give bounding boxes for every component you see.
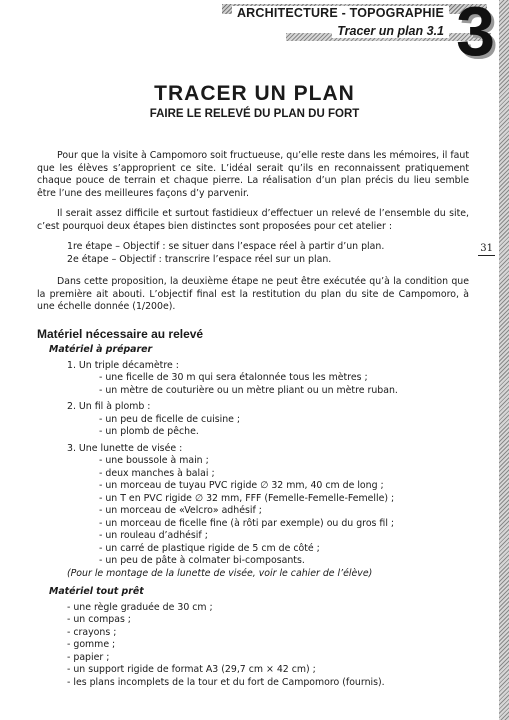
- materials-list: [37, 360, 469, 568]
- list-item: 3. Une lunette de visée :: [67, 442, 183, 454]
- list-subitem: - une ficelle de 30 m qui sera étalonnée tous les mètres ;: [99, 372, 368, 383]
- list-item: - un compas ;: [67, 614, 131, 625]
- list-subitem: - une boussole à main ;: [99, 455, 209, 466]
- list-item: 2. Un fil à plomb :: [67, 401, 151, 412]
- list-item: - une règle graduée de 30 cm ;: [67, 601, 213, 613]
- list-subitem: - deux manches à balai ;: [99, 467, 215, 479]
- list-subitem: - un carré de plastique rigide de 5 cm de côté ;: [99, 542, 320, 554]
- ready-materials-heading: Matériel tout prêt: [49, 586, 144, 597]
- materials-heading: Matériel nécessaire au relevé: [37, 326, 204, 341]
- list-item: - crayons ;: [67, 626, 117, 638]
- ready-materials-list: [37, 602, 469, 690]
- chapter-number: 3: [456, 0, 495, 70]
- list-subitem: - un rouleau d’adhésif ;: [99, 530, 208, 541]
- list-item: - gomme ;: [67, 639, 116, 650]
- list-item: - les plans incomplets de la tour et du fort de Campomoro (fournis).: [67, 676, 385, 688]
- assembly-note: (Pour le montage de la lunette de visée, voir le cahier de l’élève): [67, 567, 373, 579]
- page-title: TRACER UN PLAN: [154, 82, 355, 105]
- list-item: - un support rigide de format A3 (29,7 cm × 42 cm) ;: [67, 664, 316, 675]
- section-header-title: ARCHITECTURE - TOPOGRAPHIE: [232, 6, 449, 20]
- stages-intro-paragraph: Il serait assez difficile et surtout fastidieux d’effectuer un relevé de l’ensemble du site, c’est pourquoi deux étapes bien distinctes sont proposées pour cet atelier :: [37, 208, 469, 232]
- list-subitem: - un morceau de «Velcro» adhésif ;: [99, 505, 262, 516]
- list-subitem: - un morceau de tuyau PVC rigide ∅ 32 mm, 40 cm de long ;: [99, 480, 384, 491]
- list-subitem: - un peu de ficelle de cuisine ;: [99, 413, 241, 425]
- list-item: 1. Un triple décamètre :: [67, 359, 179, 371]
- section-header-subtitle: Tracer un plan 3.1: [332, 24, 449, 38]
- list-subitem: - un plomb de pêche.: [99, 426, 199, 437]
- stage-2: 2e étape – Objectif : transcrire l’espace réel sur un plan.: [67, 253, 332, 265]
- page-subtitle: FAIRE LE RELEVÉ DU PLAN DU FORT: [149, 108, 360, 120]
- objective-paragraph: Dans cette proposition, la deuxième étape ne peut être exécutée qu’à la condition que la première ait abouti. L’objectif final est la restitution du plan du site de Campomoro, à une échelle donnée (1/200e).: [37, 276, 469, 312]
- list-subitem: - un peu de pâte à colmater bi-composants.: [99, 555, 305, 566]
- intro-paragraph: Pour que la visite à Campomoro soit fructueuse, qu’elle reste dans les mémoires, il faut que les élèves s’approprient ce site. L’idéal serait qu’ils en reconnaissent pratiquement chaque pouce de terrain et chaque pierre. La réalisation d’un plan précis du lieu semble être l’une des meilleures façons d’y parvenir.: [37, 150, 469, 199]
- list-subitem: - un morceau de ficelle fine (à rôti par exemple) ou du gros fil ;: [99, 517, 395, 529]
- document-body: [37, 150, 469, 689]
- list-subitem: - un T en PVC rigide ∅ 32 mm, FFF (Femelle-Femelle-Femelle) ;: [99, 492, 395, 504]
- stage-1: 1re étape – Objectif : se situer dans l’espace réel à partir d’un plan.: [67, 241, 385, 252]
- page-number: 31: [480, 243, 493, 254]
- list-item: - papier ;: [67, 651, 110, 663]
- list-subitem: - un mètre de couturière ou un mètre pliant ou un mètre ruban.: [99, 384, 398, 396]
- materials-to-prepare-heading: Matériel à préparer: [49, 344, 153, 355]
